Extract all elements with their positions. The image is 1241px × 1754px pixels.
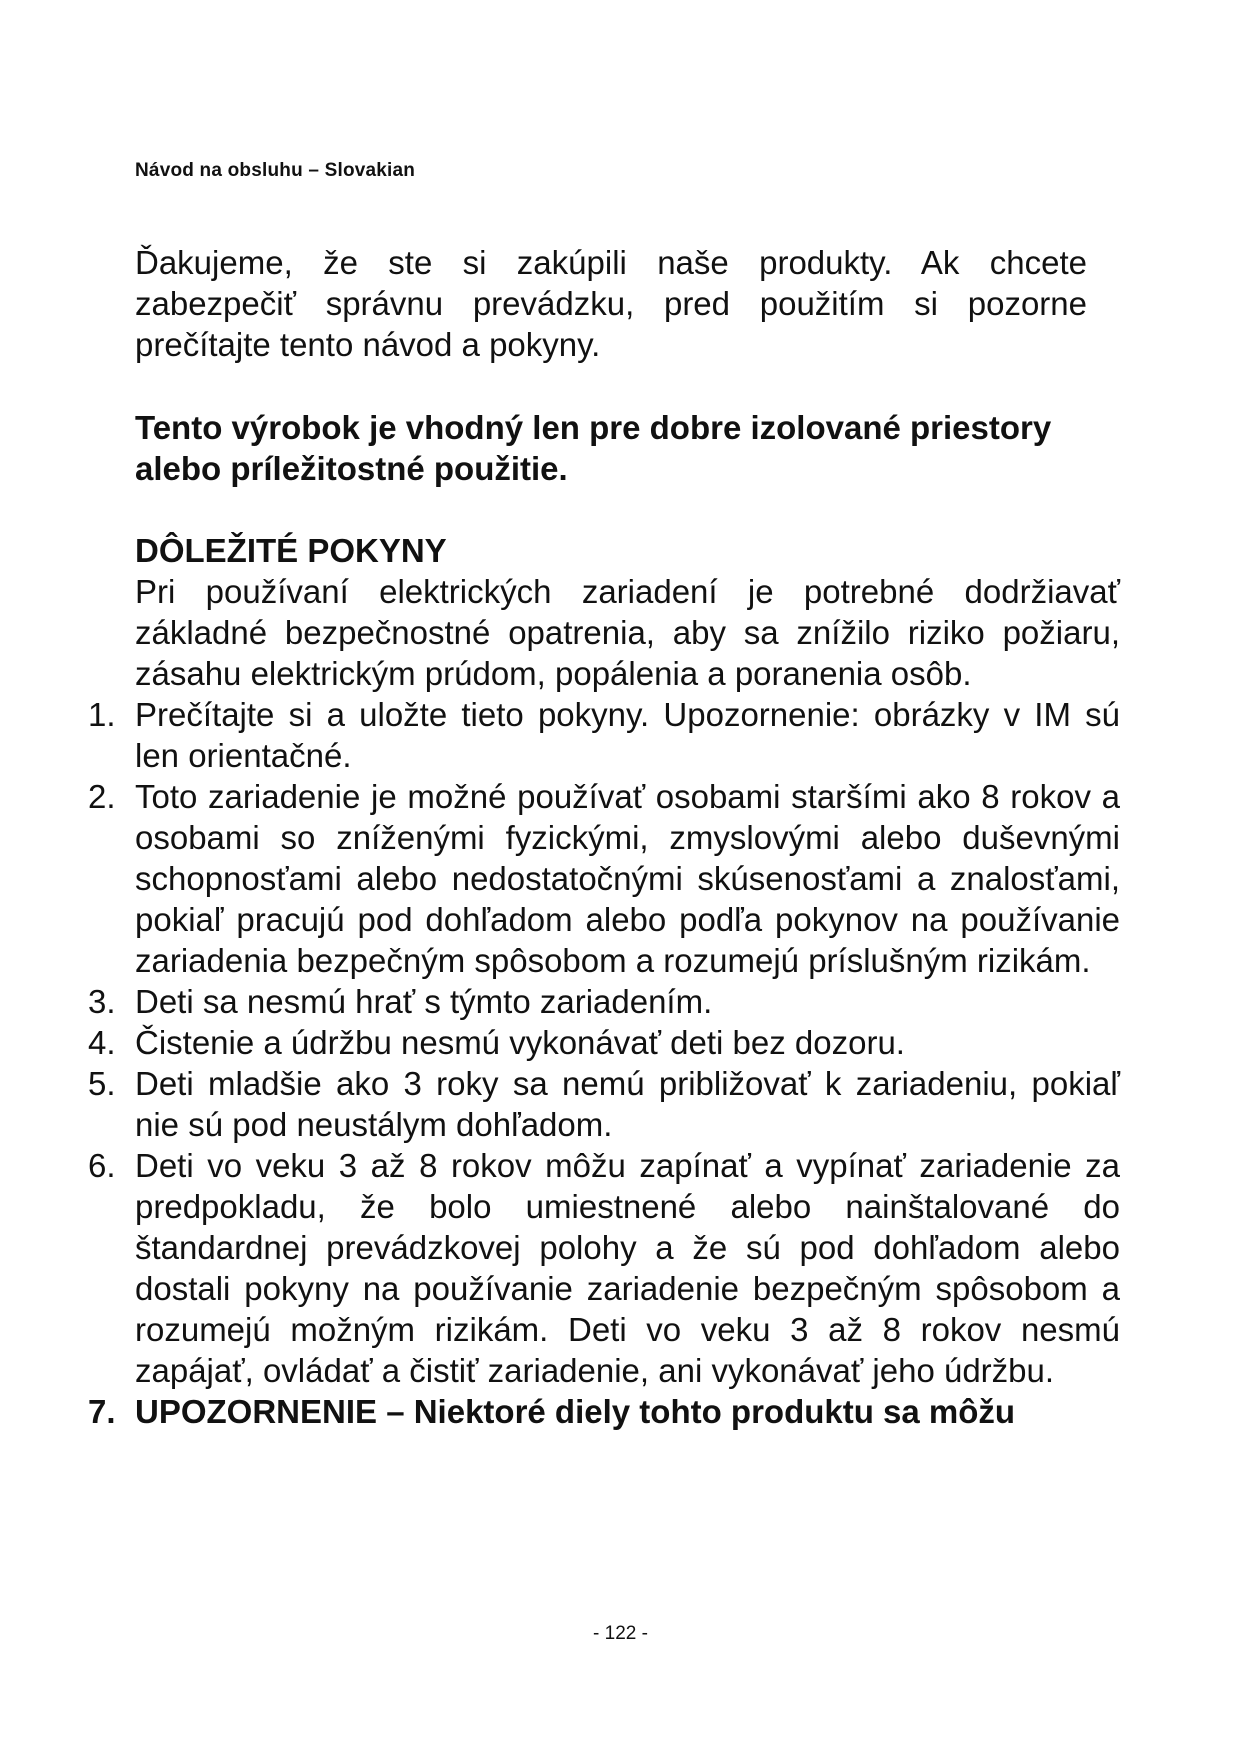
list-item	[88, 1022, 1120, 1063]
list-item	[88, 981, 1120, 1022]
list-item-number: 5.	[88, 1065, 116, 1102]
list-item-number: 1.	[88, 696, 116, 733]
list-item-number: 4.	[88, 1024, 116, 1061]
list-item-text: Toto zariadenie je možné používať osobami staršími ako 8 rokov a osobami so zníženými fyzickými, zmyslovými alebo duševnými schopnosťami alebo nedostatočnými skúsenosťami a znalosťami, pokiaľ pracujú pod dohľadom alebo podľa pokynov na používanie zariadenia bezpečným spôsobom a rozumejú príslušným rizikám.	[135, 778, 1120, 979]
list-item-number: 2.	[88, 778, 116, 815]
list-item-text: Čistenie a údržbu nesmú vykonávať deti bez dozoru.	[135, 1024, 905, 1061]
list-item	[88, 694, 1120, 776]
list-item-warning	[88, 1391, 1120, 1432]
document-body	[88, 242, 1125, 1432]
list-item-text: UPOZORNENIE – Niektoré diely tohto produktu sa môžu	[135, 1393, 1016, 1430]
list-item-text: Deti sa nesmú hrať s týmto zariadením.	[135, 983, 713, 1020]
list-item-text: Deti vo veku 3 až 8 rokov môžu zapínať a vypínať zariadenie za predpokladu, že bolo umiestnené alebo nainštalované do štandardnej prevádzkovej polohy a že sú pod dohľadom alebo dostali pokyny na používanie zariadenie bezpečným spôsobom a rozumejú možným rizikám. Deti vo veku 3 až 8 rokov nesmú zapájať, ovládať a čistiť zariadenie, ani vykonávať jeho údržbu.	[135, 1147, 1120, 1389]
list-item-number: 6.	[88, 1147, 116, 1184]
list-item	[88, 776, 1120, 981]
list-item-number: 7.	[88, 1393, 116, 1430]
list-item	[88, 1063, 1120, 1145]
page-number: - 122 -	[593, 1623, 648, 1644]
instruction-list	[88, 694, 1125, 1432]
intro-paragraph: Ďakujeme, že ste si zakúpili naše produkty. Ak chcete zabezpečiť správnu prevádzku, pred použitím si pozorne prečítajte tento návod a pokyny.	[135, 244, 1087, 363]
important-paragraph: Pri používaní elektrických zariadení je potrebné dodržiavať základné bezpečnostné opatrenia, aby sa znížilo riziko požiaru, zásahu elektrickým prúdom, popálenia a poranenia osôb.	[135, 573, 1120, 692]
list-item-text: Deti mladšie ako 3 roky sa nemú približovať k zariadeniu, pokiaľ nie sú pod neustálym dohľadom.	[135, 1065, 1120, 1143]
important-heading: DÔLEŽITÉ POKYNY	[135, 532, 447, 569]
list-item-text: Prečítajte si a uložte tieto pokyny. Upozornenie: obrázky v IM sú len orientačné.	[135, 696, 1120, 774]
list-item	[88, 1145, 1120, 1391]
list-item-number: 3.	[88, 983, 116, 1020]
suitability-notice: Tento výrobok je vhodný len pre dobre izolované priestory alebo príležitostné použitie.	[135, 409, 1052, 487]
page-header: Návod na obsluhu – Slovakian	[135, 160, 416, 181]
